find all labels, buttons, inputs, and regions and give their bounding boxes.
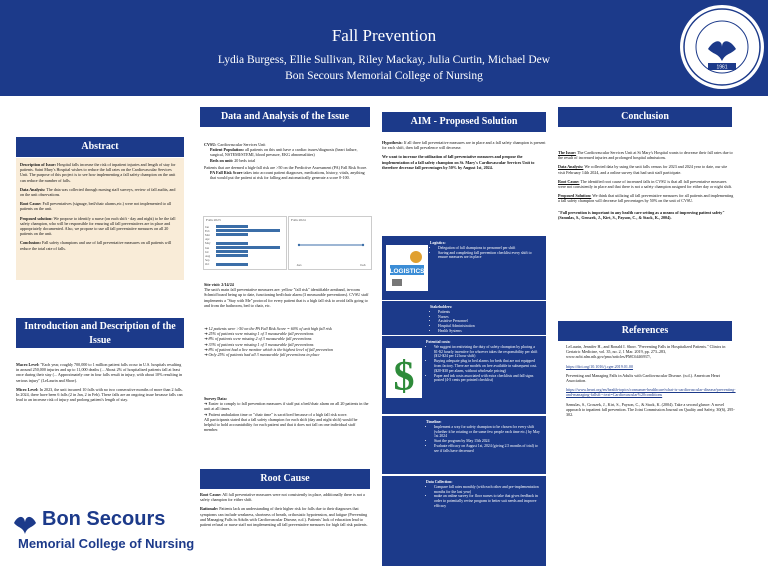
- chart-bar: [216, 233, 248, 236]
- references-heading: References: [558, 321, 732, 341]
- cost-item: • Buying adequate plug in bed alarms for beds that are not equipped from factory. There are models on free available in subsequent cost. ($20-$30 per alarm, without wholesale pricing): [434, 359, 542, 373]
- cost-item: • Paper and ink costs associated with extra checklists and fall signs posted (4-5 cents per printed checklist): [434, 374, 542, 384]
- abstract-label: Conclusion:: [20, 240, 41, 246]
- finding-item: ➔ 8% of patients were missing 2 of 3 measurable fall preventions: [204, 336, 312, 342]
- finding-item: ➔ Only 25% of patients had all 3 measurable fall preventions in place: [204, 352, 320, 358]
- timeline-item: • Evaluate efficacy on August 1st, 2024 (giving 2.5 months of trial) to see if falls have decreased: [434, 444, 542, 454]
- chart-tick-label: Feb: [205, 228, 210, 233]
- survey-item: ➔ Easier to comply to fall prevention measures if staff put a bed/chair alarm on all 20 patients in the unit at all times.: [204, 401, 369, 412]
- bon-secours-emblem-icon: [12, 510, 38, 536]
- stakeholder-item: • Health Systems: [438, 329, 542, 334]
- svg-text:1961: 1961: [716, 64, 728, 71]
- chart-tick-label: Jun: [205, 245, 210, 250]
- conclusion-quote: "Fall prevention is important in any health care setting as a means of improving patient safety" (Szmulas, S., Groszek, J., Kirt, S., Payson, C., & Stack, K., 2004).: [558, 209, 725, 220]
- chart-tick-label: Jan: [205, 224, 209, 229]
- timeline-panel: [382, 416, 546, 474]
- abstract-text: Fall preventatives (signage, bed/chair alarms,etc.) were not implemented to all patients on the unit.: [20, 201, 171, 212]
- intro-body: [16, 362, 184, 406]
- chart-tick-label: Jan: [296, 263, 302, 267]
- chart-point: [362, 244, 364, 246]
- logistics-label: Logistics:: [430, 241, 446, 245]
- abstract-text: Fall safety champions and use of fall preventative measures on all patients will reduce the total rate of falls.: [20, 240, 172, 251]
- reference-link[interactable]: https://www.heart.org/en/health-topics/consumer-healthcare/what-is-cardiovascular-disease/preventing-and-managing-falls#:~:text=Cardiovascular%20conditions: [566, 387, 736, 398]
- conclusion-text: The Cardiovascular Services Unit at St Mary's Hospital wants to decrease their fall rates due to the result of increased injuries and prolonged hospital admissions.: [558, 150, 733, 161]
- conclusion-body: [558, 150, 734, 224]
- site-visit-text: The unit's main fall preventative measures are: yellow "fall risk" identifiable armband, in-room Schmid board being up to date, functioning bed/chair alarm (3 measurable preventions). CVSU staff implements a "Stay with Me" protocol for every patient that is a high fall risk to avoid falls going to and from the bathroom, bed to chair, etc.: [204, 287, 369, 308]
- chart-tick-label: Jul: [205, 249, 209, 254]
- conclusion-text: We collected data by using the unit falls census for 2023 and 2024 year to date, our site visit February 14th 2024, and a online survey that had unit staff participate.: [558, 164, 728, 175]
- survey-tail: All participants stated that a fall safety champion for each shift (day and night shift) would be helpful to hold accountability for each patient and that it does not fall on one individual staff member.: [204, 416, 358, 433]
- falls-2023-chart: [203, 216, 287, 270]
- abstract-label: Proposed solution:: [20, 215, 53, 221]
- abstract-label: Root Cause:: [20, 201, 42, 207]
- data-text: takes into account patient diagnoses, medications, history, vitals, anything that would put the patient at risk for falling and automatically generate a score 0-100.: [210, 170, 365, 181]
- aim-goal: We want to increase the utilization of fall preventative measures and propose the implementation of a fall safety champion on St. Mary's Cardiovascular Services Unit to therefore decrease fall percentages by 50% by August 1st, 2024.: [382, 154, 535, 170]
- aim-hypothesis: [382, 140, 546, 174]
- root-text: All fall preventative measures were not consistently in place, additionally there is not a safety champion for either shift.: [200, 492, 365, 503]
- chart-tick-label: Aug: [205, 253, 211, 258]
- poster-header: [0, 0, 768, 96]
- finding-item: ➔ 8% of patient had a live monitor which is the highest level of fall prevention: [204, 346, 333, 352]
- chart-tick-label: Mar: [205, 232, 210, 237]
- stakeholder-item: • Patients: [438, 310, 542, 315]
- survey-data: [204, 396, 370, 432]
- aim-text: If all three fall preventative measures are in place and a fall safety champion is present for each shift, then fall prevalence will decrease.: [382, 140, 546, 151]
- data-risk-text: Patients that are deemed a high-fall risk are >50 on the Predictive Assessment (PA) Fall Risk Score.: [204, 164, 368, 170]
- root-cause-heading: Root Cause: [200, 469, 370, 489]
- site-visit: [204, 282, 370, 308]
- data-text: Cardiovascular Services Unit: [216, 142, 266, 147]
- intro-text: "Each year, roughly 700,000 to 1 million patient falls occur in U.S. hospitals resulting in around 250,000 injuries and up to 11,000 deaths (... About 2% of hospitalized patients fall at least once during their stay (... Approximately one in four falls result in injury, with about 10% resulting in serious injury" (LeLaurin and Shorr).: [16, 362, 183, 383]
- data-label: Beds on unit:: [210, 157, 234, 163]
- abstract-heading: Abstract: [16, 137, 184, 157]
- conclusion-label: Root Cause:: [558, 178, 580, 184]
- timeline-label: Timeline:: [426, 420, 442, 424]
- data-collection-panel: [382, 476, 546, 566]
- aim-label: Hypothesis:: [382, 140, 403, 145]
- intro-text: In 2023, the unit incurred 10 falls with no two consecutive months of more than 2 falls. In 2024, there have been 6 falls (2 in Jan, 2 in Feb). These falls are an ongoing issue because falls can lead to an increase risk of injury and prolong patient's length of stay.: [16, 386, 183, 403]
- data-collection-item: • make an online survey for floor nurses to take that gives feedback in order to potentially revise program to better suit needs and improve efficacy: [434, 494, 542, 508]
- costs-panel: [382, 336, 546, 414]
- svg-text:$: $: [393, 354, 415, 398]
- finding-item: ➔ 33% of patients were missing 1 of 3 measurable fall preventions: [204, 341, 314, 347]
- chart-point: [298, 244, 300, 246]
- timeline-item: • Implement a way for safety champion to be chosen for every shift (whether it be rotating or the same few people each time etc.) by May 1st 2024: [434, 425, 542, 439]
- survey-item: ➔ Patient ambulation time or "chair time" is sacrificed because of a high fall risk score.: [204, 411, 348, 417]
- chart-title: Falls 2024: [291, 218, 306, 222]
- abstract-text: Hospital falls increase the risk of inpatient injuries and length of stay for patients. Saint Mary's Hospital wishes to reduce the fall rates on the Cardiovascular Services Unit. The purpose of this project is to see how implementing a fall safety champion on the unit can reduce the number of falls.: [20, 162, 176, 183]
- survey-label: Survey Data:: [204, 396, 228, 401]
- abstract-text: The data was collected through nursing staff surveys, review of fall audits, and on the unit observations.: [20, 186, 176, 198]
- data-label: CVSU:: [204, 142, 217, 147]
- cost-item: • We suggest incentivizing the duty of safety champion by placing a $1-$2 hourly incentive for whoever takes the responsibility per shift ($12-$24 per 12 hour shift): [434, 345, 542, 359]
- intro-heading: Introduction and Description of the Issue: [16, 318, 184, 348]
- chart-tick-label: Oct: [205, 262, 210, 267]
- chart-bar: [216, 246, 280, 249]
- chart-tick-label: May: [205, 241, 211, 246]
- data-text: all patients on this unit have a cardiac issues/diagnosis (heart failure, surgical, NSTEMI/STEMI, blood pressure, EKG abnormalities): [210, 147, 358, 158]
- references-body: [566, 344, 736, 421]
- root-label: Root Cause:: [200, 492, 222, 497]
- svg-text:LOGISTICS: LOGISTICS: [389, 268, 425, 275]
- conclusion-text: We think that utilizing all fall preventative measures for all patients and implementing a fall safety champion will decrease fall percentages by 50% on the unit of CVSU.: [558, 193, 734, 204]
- root-label: Rationale:: [200, 506, 219, 512]
- root-cause-body: [200, 492, 372, 531]
- conclusion-label: The Issue:: [558, 150, 577, 155]
- stakeholders-label: Stakeholders:: [430, 305, 453, 309]
- dollar-sign-icon: [386, 348, 422, 398]
- abstract-text: We propose to identify a nurse (on each shift - day and night) to be the fall safety champion, who will be responsible for ensuring all fall preventatives are in place and appropriately documented. Also, we propose to use all fall preventative measures on all 20 patients on the unit.: [20, 215, 176, 237]
- chart-title: Falls 2023: [206, 218, 221, 222]
- poster-school: Bon Secours Memorial College of Nursing: [285, 70, 483, 82]
- falls-2024-chart: [288, 216, 372, 270]
- conclusion-label: Data Analysis:: [558, 164, 584, 170]
- stakeholder-item: • Nurses: [438, 315, 542, 320]
- data-collection-item: • Compare fall rates monthly (with each other and pre-implementation months for the last year): [434, 485, 542, 495]
- logo-line2: Memorial College of Nursing: [18, 536, 195, 551]
- chart-bar: [216, 254, 248, 257]
- data-text: 20 beds total: [233, 157, 256, 163]
- college-seal-icon: [678, 3, 766, 91]
- reference-item: Preventing and Managing Falls in Adults with Cardiovascular Disease. (n.d.). American Heart Association.: [566, 372, 721, 384]
- stakeholders-panel: [382, 301, 546, 335]
- conclusion-text: The identified root cause of increased falls in CVSU is that all fall preventative measures were not consistently in place and that there is not a safety champion assigned for either day or night shift.: [558, 178, 733, 190]
- logistics-panel: [382, 236, 546, 300]
- root-text: Patients lack an understanding of their higher risk for falls due to their diagnoses that symptoms can include weakness, shortness of breath, orthostatic hypotension, and fatigue (Preventing and Managing Falls in Adults with Cardiovascular Disease, n.d.). Patients' lack of education lead to patient refusal or nurse staff not implementing all fall preventative measures for high fall risk patients.: [200, 506, 368, 528]
- chart-tick-label: Feb: [360, 263, 366, 267]
- abstract-label: Data Analysis:: [20, 186, 46, 192]
- poster-title: Fall Prevention: [331, 26, 437, 45]
- logistics-illustration-icon: [386, 245, 428, 291]
- reference-item: Szmulas, S., Groszek, J., Kirt, S., Payson, C., & Stack, K. (2004). Take a second glance: A novel approach to inpatient fall prevention. The Joint Commission Journal on Quality and Safety, 30(6), 295-302.: [566, 401, 735, 418]
- data-label: Patient Population:: [210, 147, 245, 153]
- stakeholder-item: • Assistive Personnel: [438, 319, 542, 324]
- stakeholder-item: • Hospital Administration: [438, 324, 542, 329]
- data-collection-label: Data Collection:: [426, 480, 453, 484]
- chart-tick-label: Sep: [205, 258, 210, 263]
- abstract-box: [16, 158, 184, 280]
- intro-label: Micro Level:: [16, 386, 39, 392]
- reference-item: LeLaurin, Jennifer H., and Ronald I. Shorr. "Preventing Falls in Hospitalized Patients." Clinics in Geriatric Medicine, vol. 35, no. 2, 1 Mar. 2019, pp. 273–283, www.ncbi.nlm.nih.gov/pmc/articles/PMC6446937/,: [566, 344, 726, 360]
- poster-authors: Lydia Burgess, Ellie Sullivan, Riley Mackay, Julia Curtin, Michael Dew: [217, 54, 551, 66]
- data-label: PA Fall Risk Score: [210, 170, 243, 176]
- intro-label: Macro Level:: [16, 362, 40, 367]
- finding-item: ➔ 25% of patients were missing 1 of 3 measurable fall preventions: [204, 331, 314, 337]
- finding-item: ➔ 12 patients were >50 on the PA Fall Risk Score = 60% of unit high fall risk: [204, 326, 332, 331]
- site-visit-label: Site visit: 2/14/24: [204, 282, 234, 287]
- data-intro: [204, 142, 370, 180]
- logistics-item: • Saving and completing fall prevention checklist every shift to ensure measures are in place: [438, 251, 542, 261]
- chart-tick-label: Apr: [205, 237, 210, 242]
- costs-label: Potential costs:: [426, 340, 451, 344]
- chart-bar: [216, 242, 248, 245]
- timeline-item: • Start the program by May 15th 2024: [434, 439, 542, 444]
- logo-line1: Bon Secours: [42, 508, 166, 530]
- abstract-label: Description of Issue:: [20, 162, 56, 167]
- chart-bar: [216, 225, 248, 228]
- conclusion-heading: Conclusion: [558, 107, 732, 127]
- chart-bar: [216, 229, 280, 232]
- reference-link[interactable]: https://doi.org/10.1016/j.cger.2019.01.00: [566, 363, 634, 369]
- aim-heading: AIM - Proposed Solution: [382, 112, 546, 132]
- logistics-item: • Delegation of fall champions to personnel per shift: [438, 246, 542, 251]
- chart-bar: [216, 250, 248, 253]
- chart-bar: [216, 263, 248, 266]
- conclusion-label: Proposed Solution:: [558, 193, 592, 199]
- finding-list: [204, 326, 370, 357]
- data-heading: Data and Analysis of the Issue: [200, 107, 370, 127]
